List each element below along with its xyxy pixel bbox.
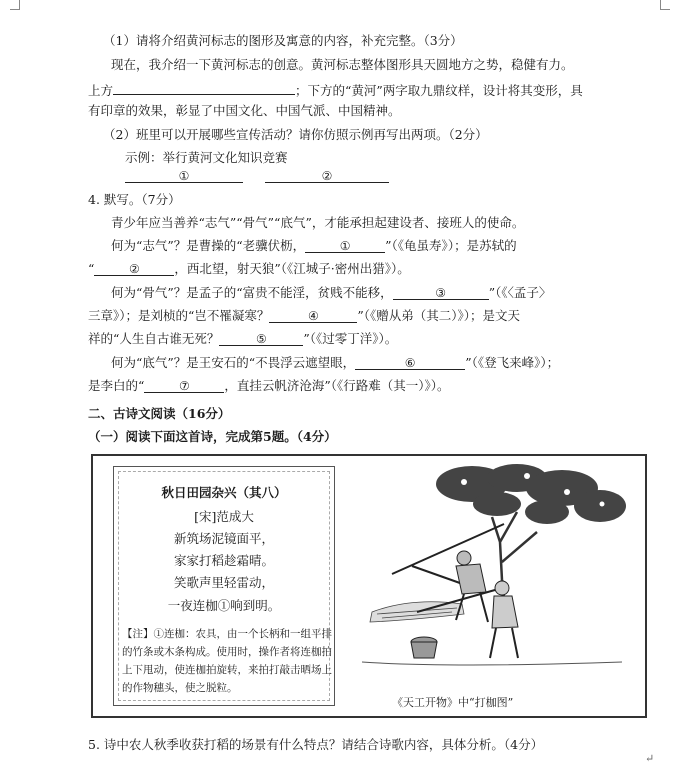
answer-blank-3[interactable]: ③ [393,285,489,300]
crop-mark-left [10,0,20,10]
poem-note: 【注】①连枷：农具，由一个长柄和一组平排 [122,628,332,640]
answer-blank-6[interactable]: ⑥ [355,355,465,370]
answer-blank-1[interactable]: ① [125,168,243,183]
poem-title: 秋日田园杂兴（其八） [161,485,287,500]
answer-blank-2[interactable]: ② [265,168,389,183]
flail-threshing-illustration [352,462,632,684]
section-subheading: （一）阅读下面这首诗，完成第5题。（4分） [88,429,337,444]
poem-box [113,466,335,706]
answer-blank-1[interactable]: ① [305,238,385,253]
q4-line4: 三章》）；是刘桢的“岂不罹凝寒？ ④ ”（《赠从弟（其二）》）；是文天 [88,308,521,323]
poem-line: 一夜连枷①响到明。 [167,598,281,613]
poem-note: 的作物穗头，使之脱粒。 [122,682,238,694]
poem-line: 笑歌声里轻雷动， [173,575,274,590]
q4-line1: 何为“志气”？是曹操的“老骥伏枥， ① ”（《龟虽寿》）；是苏轼的 [111,238,517,253]
q3-2-blanks [125,168,389,184]
poem-note: 上下甩动，使连枷拍旋转，来拍打敲击晒场上 [122,664,332,676]
answer-blank-7[interactable]: ⑦ [144,378,224,393]
q4-line3: 何为“骨气”？是孟子的“富贵不能淫，贫贱不能移， ③ ”（《〈孟子〉 [111,285,552,300]
crop-mark-right [660,0,670,10]
q5-prompt: 5. 诗中农人秋季收获打稻的场景有什么特点？请结合诗歌内容，具体分析。（4分） [88,737,544,752]
poem-line: 家家打稻趁霜晴。 [173,553,274,568]
answer-blank-5[interactable]: ⑤ [219,331,303,346]
poem-author: [宋]范成大 [194,509,254,524]
q4-line5: 祥的“人生自古谁无死？ ⑤ ”（《过零丁洋》）。 [88,331,398,346]
q4-title: 4. 默写。（7分） [88,192,181,207]
poem-line: 新筑场泥镜面平， [173,531,274,546]
q4-intro: 青少年应当善养“志气”“骨气”“底气”，才能承担起建设者、接班人的使命。 [111,215,525,230]
q4-line7: 是李白的“ ⑦ ，直挂云帆济沧海”（《行路难（其一）》）。 [88,378,450,393]
q4-line2: “ ② ，西北望，射天狼”（《江城子·密州出猎》）。 [88,261,410,276]
q3-2-prompt: （2）班里可以开展哪些宣传活动？请你仿照示例再写出两项。（2分） [103,127,488,142]
illustration-caption: 《天工开物》中“打枷图” [392,696,514,709]
answer-blank[interactable] [113,80,295,95]
q3-1-line2: 上方 ；下方的“黄河”两字取九鼎纹样，设计将其变形，具 [88,80,583,99]
section-heading: 二、古诗文阅读（16分） [88,406,231,421]
q3-1-prompt: （1）请将介绍黄河标志的图形及寓意的内容，补充完整。（3分） [103,33,463,48]
poem-note: 的竹条或木条构成。使用时，操作者将连枷拍 [122,646,332,658]
q3-1-line1: 现在，我介绍一下黄河标志的创意。黄河标志整体图形具天圆地方之势，稳健有力。 [111,57,574,72]
paragraph-mark: ↵ [645,752,655,765]
q3-1-line3: 有印章的效果，彰显了中国文化、中国气派、中国精神。 [88,103,401,118]
answer-blank-2[interactable]: ② [94,261,174,276]
q4-line6: 何为“底气”？是王安石的“不畏浮云遮望眼， ⑥ ”（《登飞来峰》）； [111,355,560,370]
answer-blank-4[interactable]: ④ [269,308,357,323]
q3-2-example: 示例：举行黄河文化知识竞赛 [125,150,288,165]
